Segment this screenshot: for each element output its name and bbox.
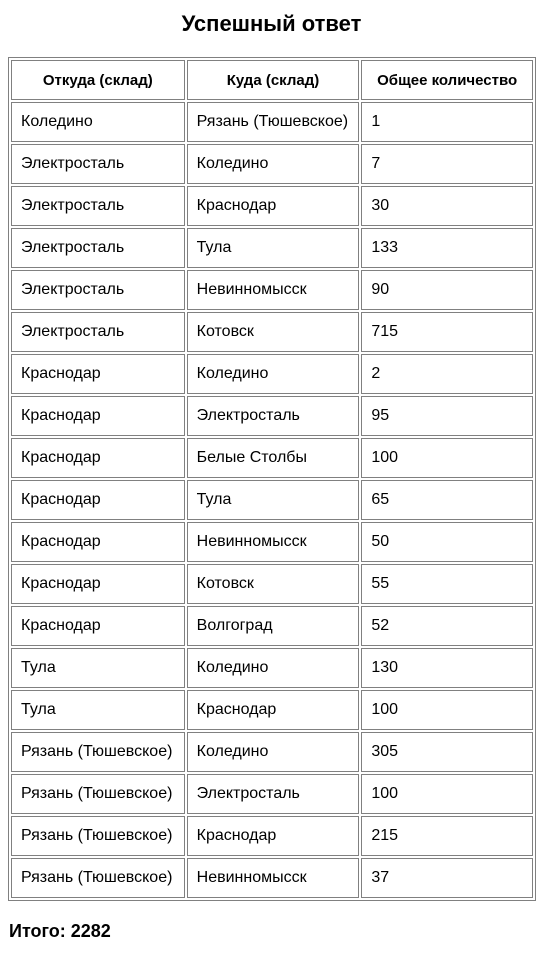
cell-to: Котовск [187,564,360,604]
cell-to: Белые Столбы [187,438,360,478]
table-row [11,816,533,856]
cell-to: Краснодар [187,690,360,730]
table-row [11,270,533,310]
cell-from: Краснодар [11,522,185,562]
table-row [11,102,533,142]
cell-to: Коледино [187,354,360,394]
cell-to: Краснодар [187,186,360,226]
table-row [11,186,533,226]
cell-quantity: 37 [361,858,533,898]
table-body [11,102,533,898]
cell-from: Электросталь [11,270,185,310]
cell-quantity: 305 [361,732,533,772]
cell-quantity: 30 [361,186,533,226]
cell-to: Тула [187,228,360,268]
cell-quantity: 65 [361,480,533,520]
cell-to: Краснодар [187,816,360,856]
cell-quantity: 55 [361,564,533,604]
cell-quantity: 2 [361,354,533,394]
total-summary: Итого: 2282 [9,921,111,941]
cell-to: Тула [187,480,360,520]
table-row [11,774,533,814]
cell-from: Краснодар [11,564,185,604]
cell-from: Электросталь [11,312,185,352]
table-row [11,354,533,394]
cell-quantity: 1 [361,102,533,142]
cell-to: Невинномысск [187,858,360,898]
cell-from: Рязань (Тюшевское) [11,732,185,772]
column-header-quantity: Общее количество [361,60,533,100]
cell-to: Рязань (Тюшевское) [187,102,360,142]
page-title: Успешный ответ [181,11,362,36]
cell-from: Коледино [11,102,185,142]
cell-from: Тула [11,648,185,688]
cell-to: Коледино [187,144,360,184]
cell-to: Электросталь [187,396,360,436]
cell-from: Краснодар [11,606,185,646]
table-row [11,480,533,520]
table-row [11,144,533,184]
table-row [11,312,533,352]
cell-from: Краснодар [11,354,185,394]
column-header-from: Откуда (склад) [11,60,185,100]
cell-quantity: 100 [361,438,533,478]
table-row [11,438,533,478]
cell-from: Рязань (Тюшевское) [11,858,185,898]
table-row [11,606,533,646]
cell-quantity: 95 [361,396,533,436]
table-row [11,228,533,268]
cell-from: Электросталь [11,228,185,268]
cell-from: Тула [11,690,185,730]
cell-to: Волгоград [187,606,360,646]
table-row [11,690,533,730]
table-header-row [11,60,533,100]
table-row [11,732,533,772]
cell-quantity: 52 [361,606,533,646]
cell-to: Невинномысск [187,522,360,562]
cell-quantity: 130 [361,648,533,688]
cell-from: Рязань (Тюшевское) [11,774,185,814]
cell-quantity: 133 [361,228,533,268]
table-row [11,648,533,688]
cell-from: Краснодар [11,438,185,478]
cell-quantity: 215 [361,816,533,856]
table-row [11,858,533,898]
cell-quantity: 90 [361,270,533,310]
column-header-to: Куда (склад) [187,60,360,100]
cell-to: Котовск [187,312,360,352]
cell-from: Краснодар [11,480,185,520]
cell-to: Электросталь [187,774,360,814]
cell-from: Электросталь [11,144,185,184]
cell-quantity: 7 [361,144,533,184]
cell-quantity: 715 [361,312,533,352]
cell-quantity: 50 [361,522,533,562]
transfers-table [8,57,536,901]
cell-to: Невинномысск [187,270,360,310]
cell-quantity: 100 [361,690,533,730]
cell-quantity: 100 [361,774,533,814]
cell-to: Коледино [187,732,360,772]
cell-to: Коледино [187,648,360,688]
table-row [11,564,533,604]
cell-from: Рязань (Тюшевское) [11,816,185,856]
cell-from: Электросталь [11,186,185,226]
table-row [11,396,533,436]
cell-from: Краснодар [11,396,185,436]
table-row [11,522,533,562]
